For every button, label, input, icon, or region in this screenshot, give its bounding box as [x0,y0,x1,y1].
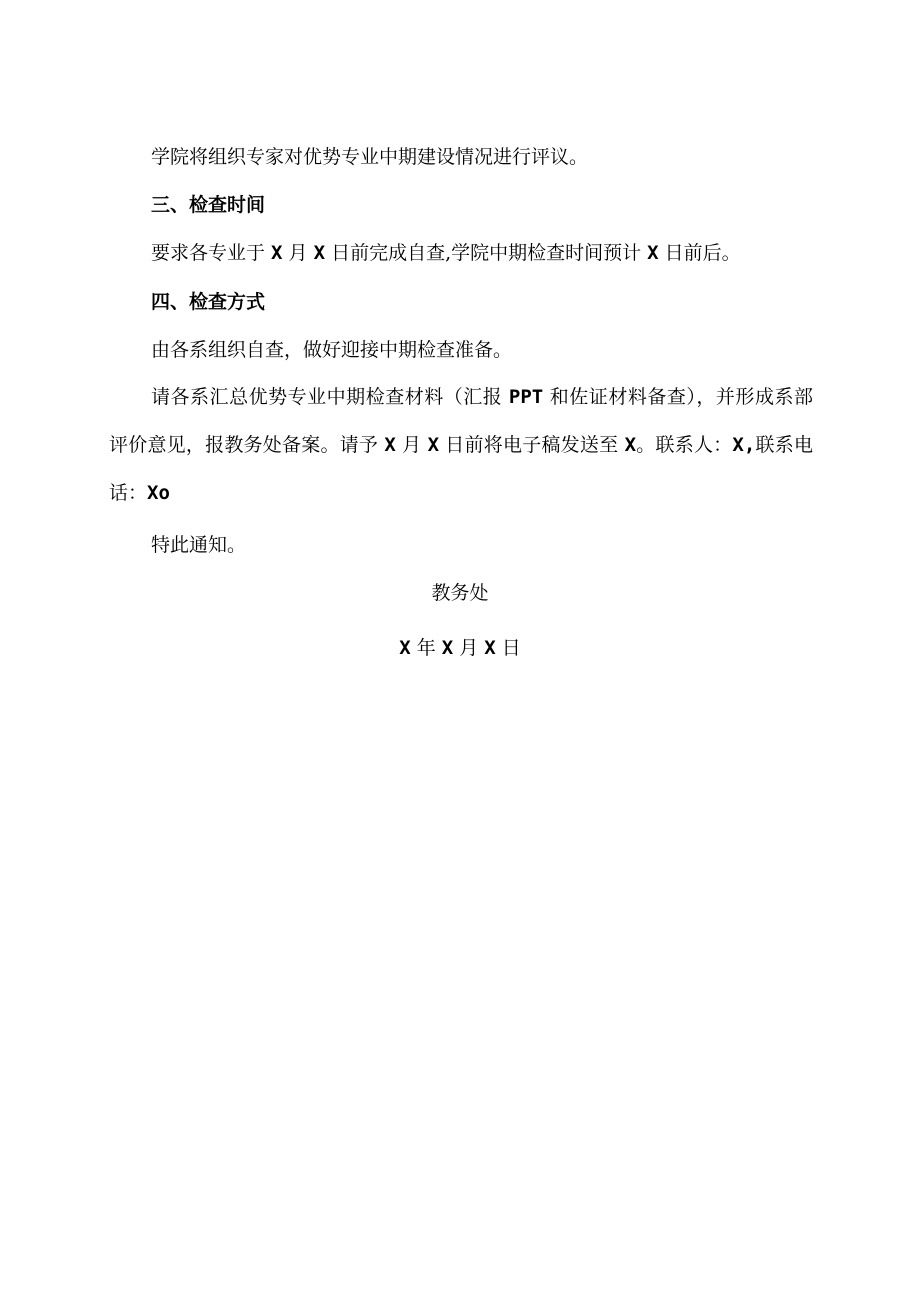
paragraph-submission [109,373,813,517]
text-fragment: 和佐证材料备查），并形成系部评价意见，报教务处备案。请予 [109,386,813,456]
text-fragment: 日前完成自查,学院中期检查时间预计 [325,242,648,264]
placeholder-recipient: X [624,434,637,456]
paragraph-self-check: 由各系组织自查，做好迎接中期检查准备。 [151,339,513,361]
text-fragment: 日 [495,637,521,659]
text-fragment: 日前将电子稿发送至 [439,434,625,456]
placeholder-day: X [484,637,496,659]
placeholder-day: X [647,242,659,264]
signature-date [0,636,920,660]
text-fragment: 联系电话： [109,434,813,504]
ppt-label: PPT [508,386,544,408]
text-fragment: 月 [282,242,314,264]
text-fragment: 月 [453,637,485,659]
heading-inspection-method: 四、检查方式 [151,291,266,313]
paragraph-review: 学院将组织专家对优势专业中期建设情况进行评议。 [151,146,589,168]
placeholder-year: X [399,637,411,659]
paragraph-notice: 特此通知。 [151,534,247,556]
text-fragment: 。联系人： [636,434,733,456]
signature-office: 教务处 [431,582,489,604]
placeholder-month: X [271,242,283,264]
text-fragment: 月 [395,434,428,456]
text-fragment: 请各系汇总优势专业中期检查材料（汇报 [151,386,509,408]
placeholder-day: X [427,434,440,456]
heading-inspection-time: 三、检查时间 [151,194,266,216]
placeholder-phone: Xo [147,482,170,504]
paragraph-inspection-time [151,241,741,265]
placeholder-contact: X, [732,434,756,456]
text-fragment: 年 [410,637,442,659]
text-fragment: 日前后。 [658,242,741,264]
text-fragment: 要求各专业于 [151,242,272,264]
placeholder-day: X [313,242,326,264]
placeholder-month: X [441,637,454,659]
placeholder-month: X [384,434,396,456]
